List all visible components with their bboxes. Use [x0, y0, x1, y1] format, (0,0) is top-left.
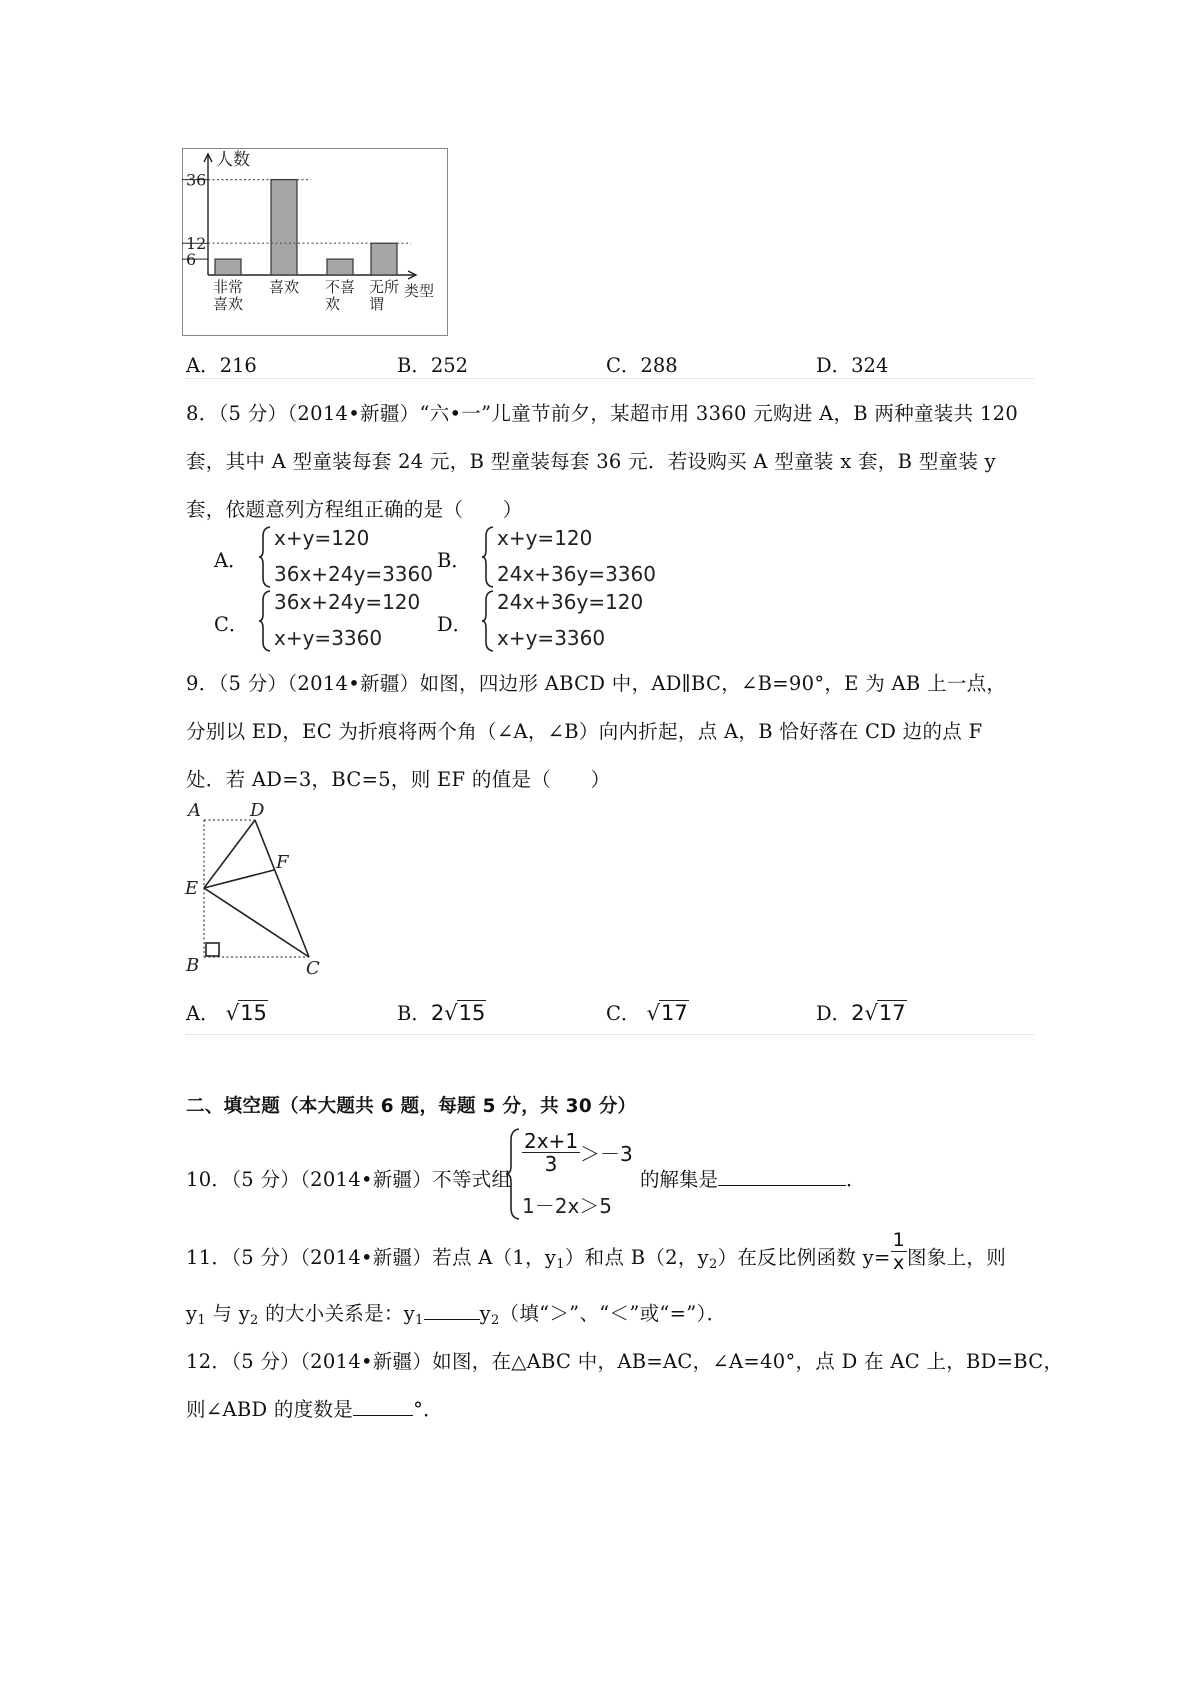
q8-option-c-letter[interactable]: C．	[214, 613, 249, 636]
section-heading: 二、填空题（本大题共 6 题，每题 5 分，共 30 分）	[186, 1096, 637, 1117]
q10-ineq-1	[522, 1130, 633, 1175]
q8-b-eq1: x+y=120	[497, 526, 593, 550]
subscript: 2	[250, 1313, 259, 1328]
q10-prefix: 10．（5 分）（2014•新疆）不等式组	[186, 1168, 512, 1191]
category-label: 无所	[369, 278, 400, 296]
bar-chart	[182, 148, 448, 336]
label-d: D	[250, 800, 265, 821]
brace-icon	[481, 526, 495, 588]
q7-option-b[interactable]	[397, 350, 468, 378]
subscript: 1	[415, 1313, 424, 1328]
label-a: A	[188, 800, 201, 821]
subscript: 2	[490, 1313, 500, 1328]
text: y	[479, 1302, 491, 1325]
text: 与 y	[205, 1302, 251, 1325]
text: y	[186, 1302, 198, 1325]
q9-option-c[interactable]	[606, 998, 689, 1026]
brace-icon	[258, 526, 272, 588]
q8-a-eq1: x+y=120	[274, 526, 370, 550]
text: °．	[413, 1398, 443, 1421]
q8-option-d-letter[interactable]: D．	[437, 613, 473, 636]
option-value: 216	[219, 354, 257, 377]
q9-line-3: 处．若 AD=3，BC=5，则 EF 的值是（ ）	[186, 768, 611, 791]
sqrt-sign-icon: √	[444, 1001, 458, 1025]
option-value: 324	[851, 354, 889, 377]
text: 11．（5 分）（2014•新疆）若点 A（1，y	[186, 1246, 557, 1269]
option-letter: D．	[816, 354, 852, 377]
bar	[371, 243, 397, 275]
subscript: 1	[197, 1313, 206, 1328]
option-letter: A．	[186, 1002, 220, 1025]
numerator: 1	[892, 1229, 906, 1251]
q8-a-eq2: 36x+24y=3360	[274, 562, 433, 586]
q11-line-1	[186, 1229, 1007, 1274]
q9-line-2: 分别以 ED，EC 为折痕将两个角（∠A，∠B）向内折起，点 A，B 恰好落在 CD 边的点 F	[186, 720, 983, 743]
q8-option-a-letter[interactable]: A．	[214, 549, 248, 572]
option-letter: A．	[186, 354, 220, 377]
category-label: 谓	[369, 295, 385, 313]
coefficient: 2	[430, 1001, 445, 1025]
q8-c-eq1: 36x+24y=120	[274, 590, 421, 614]
radicand: 15	[458, 1001, 486, 1025]
y-tick-label: 12	[186, 234, 207, 254]
label-c: C	[306, 958, 320, 979]
option-letter: C．	[606, 354, 641, 377]
text: 的大小关系是：y	[258, 1302, 416, 1325]
divider	[186, 378, 1034, 379]
sqrt-sign-icon: √	[864, 1001, 878, 1025]
option-letter: C．	[606, 1002, 641, 1025]
geometry-figure	[182, 800, 332, 980]
q8-c-eq2: x+y=3360	[274, 626, 383, 650]
bar	[215, 259, 241, 275]
q7-option-a[interactable]	[186, 350, 257, 378]
subscript: 2	[708, 1257, 718, 1272]
option-value: 288	[640, 354, 678, 377]
y-tick-label: 6	[186, 250, 197, 270]
text: ）和点 B（2，y	[564, 1246, 709, 1269]
option-value: 252	[430, 354, 469, 377]
q8-line-1: 8．（5 分）（2014•新疆）“六•一”儿童节前夕，某超市用 3360 元购进 A，B 两种童装共 120	[186, 402, 1019, 425]
sqrt-expression	[865, 1000, 907, 1025]
answer-blank[interactable]	[424, 1301, 480, 1320]
sqrt-sign-icon: √	[646, 1001, 661, 1025]
category-label: 喜欢	[269, 278, 300, 296]
category-label: 喜欢	[213, 295, 244, 313]
option-letter: B．	[397, 354, 431, 377]
fraction	[522, 1130, 580, 1175]
q8-line-2: 套，其中 A 型童装每套 24 元，B 型童装每套 36 元．若设购买 A 型童装 x 套，B 型童装 y	[186, 450, 996, 473]
option-letter: B．	[397, 1002, 431, 1025]
right-angle-mark	[206, 943, 219, 956]
sqrt-expression	[226, 1000, 268, 1025]
edge-ed	[204, 820, 255, 888]
q8-d-eq1: 24x+36y=120	[497, 590, 644, 614]
q9-option-b[interactable]	[397, 998, 486, 1026]
label-e: E	[185, 878, 199, 899]
answer-blank[interactable]	[353, 1397, 413, 1416]
q7-option-d[interactable]	[816, 350, 888, 378]
label-f: F	[276, 852, 289, 873]
coefficient: 2	[851, 1001, 865, 1025]
brace-icon	[505, 1128, 521, 1220]
q12-line-1: 12．（5 分）（2014•新疆）如图，在△ABC 中，AB=AC，∠A=40°，点 D 在 AC 上，BD=BC，	[186, 1350, 1064, 1373]
q11-line-2	[186, 1298, 726, 1328]
q8-d-eq2: x+y=3360	[497, 626, 606, 650]
sqrt-expression	[444, 1000, 486, 1025]
text: 图象上，则	[907, 1246, 1007, 1269]
edge-dc	[255, 820, 309, 957]
q9-option-d[interactable]	[816, 998, 907, 1026]
q9-line-1: 9．（5 分）（2014•新疆）如图，四边形 ABCD 中，AD∥BC，∠B=90°，E 为 AB 上一点，	[186, 672, 1007, 695]
q10-ineq-2: 1－2x＞5	[522, 1194, 613, 1218]
q8-b-eq2: 24x+36y=3360	[497, 562, 656, 586]
category-label: 非常	[213, 278, 244, 296]
denominator: x	[893, 1252, 905, 1274]
bar	[271, 180, 297, 275]
brace-icon	[481, 590, 495, 652]
radicand: 17	[878, 1001, 906, 1025]
q7-option-c[interactable]	[606, 350, 678, 378]
fraction	[891, 1229, 907, 1274]
end-text: ．	[846, 1168, 866, 1191]
category-label: 不喜	[325, 278, 356, 296]
option-letter: D．	[816, 1002, 852, 1025]
subscript: 1	[556, 1257, 565, 1272]
q8-option-b-letter[interactable]: B．	[437, 549, 471, 572]
q10-suffix	[640, 1164, 866, 1192]
q9-option-a[interactable]	[186, 998, 268, 1026]
text: 则∠ABD 的度数是	[186, 1398, 354, 1421]
label-b: B	[186, 955, 200, 976]
suffix-text: 的解集是	[640, 1168, 719, 1191]
sqrt-expression	[647, 1000, 689, 1025]
text: （填“＞”、“＜”或“=”）．	[499, 1302, 727, 1325]
divider	[186, 1034, 1034, 1035]
y-tick-label: 36	[186, 170, 207, 190]
sqrt-sign-icon: √	[225, 1001, 240, 1025]
category-label: 欢	[325, 295, 341, 313]
denominator: 3	[544, 1152, 558, 1176]
q12-line-2	[186, 1394, 443, 1422]
radicand: 17	[661, 1001, 688, 1025]
bar	[327, 259, 353, 275]
brace-icon	[258, 590, 272, 652]
text: ）在反比例函数 y=	[717, 1246, 891, 1269]
x-axis-label: 类型	[404, 282, 435, 300]
answer-blank[interactable]	[718, 1167, 846, 1186]
numerator: 2x+1	[524, 1129, 579, 1153]
radicand: 15	[240, 1001, 267, 1025]
y-axis-label: 人数	[216, 150, 250, 170]
q8-line-3: 套，依题意列方程组正确的是（ ）	[186, 498, 523, 521]
relation: ＞－3	[580, 1142, 633, 1166]
